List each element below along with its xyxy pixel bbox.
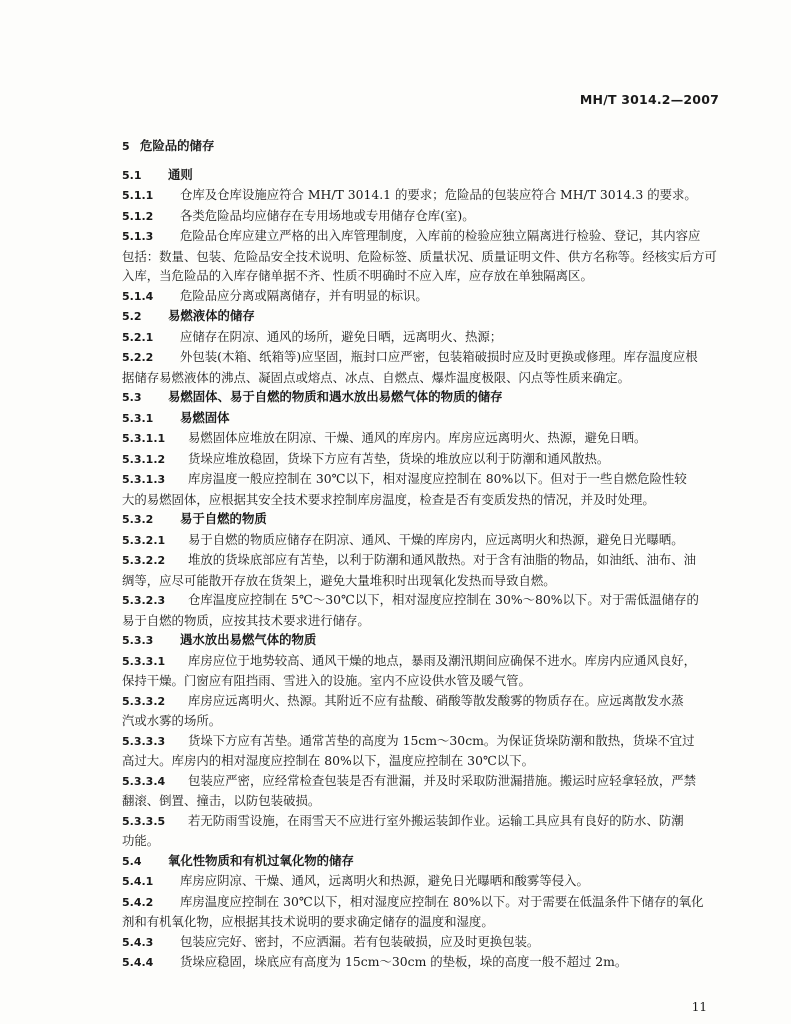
clause-continuation [122, 831, 722, 851]
clause-number: 5.3.1.2 [122, 452, 166, 466]
clause-line [122, 226, 722, 247]
clause-line [122, 347, 722, 368]
clause-text: 各类危险品均应储存在专用场地或专用储存仓库(室)。 [180, 207, 475, 223]
clause-text: 保持干燥。门窗应有阻挡雨、雪进入的设施。室内不应设供水管及暖气管。 [122, 673, 531, 688]
clause-text: 易于自燃的物质，应按其技术要求进行储存。 [122, 612, 370, 628]
clause-continuation [122, 671, 722, 691]
clause-number: 5.3.2.1 [122, 533, 166, 547]
clause-text: 库房温度一般应控制在 30℃以下，相对湿度应控制在 80%以下。但对于一些自燃危险性较 [188, 471, 687, 486]
clause-line [122, 651, 722, 672]
clause-text: 大的易燃固体，应根据其安全技术要求控制库房温度，检查是否有变质发热的情况，并及时处理。 [122, 491, 655, 507]
clause-text: 危险品仓库应建立严格的出入库管理制度，入库前的检验应独立隔离进行检验、登记，其内容应 [180, 228, 701, 243]
clause-line [122, 871, 722, 892]
clause-line [122, 952, 722, 973]
clause-text: 氧化性物质和有机过氧化物的储存 [168, 852, 354, 868]
clause-text: 翻滚、倒置、撞击，以防包装破损。 [122, 793, 321, 808]
clause-continuation [122, 247, 722, 267]
clause-text: 应储存在阴凉、通风的场所，避免日晒，远离明火、热源； [180, 328, 503, 344]
clause-text: 易于自燃的物质应储存在阴凉、通风、干燥的库房内，应远离明火和热源，避免日光曝晒。 [188, 531, 684, 547]
clause-text: 入库，当危险品的入库存储单据不齐、性质不明确时不应入库，应存放在单独隔离区。 [122, 268, 593, 283]
clause-number: 5.2.2 [122, 351, 154, 364]
clause-text: 货垛应堆放稳固，货垛下方应有苫垫，货垛的堆放应以利于防潮和通风散热。 [188, 450, 610, 466]
clause-number: 5.3.2.2 [122, 554, 166, 567]
clause-line [122, 771, 722, 792]
clause-number: 5.1.1 [122, 189, 154, 202]
clause-text: 包括：数量、包装、危险品安全技术说明、危险标签、质量状况、质量证明文件、供方名称等。经核实后方可 [122, 248, 717, 264]
clause-line [122, 408, 722, 429]
clause-line [122, 286, 722, 307]
clause-number: 5.3.2 [122, 513, 154, 526]
clause-line [122, 691, 722, 712]
clause-text: 剂和有机氧化物，应根据其技术说明的要求确定储存的温度和湿度。 [122, 914, 494, 929]
clause-number: 5.3.3.3 [122, 734, 166, 748]
clause-text: 库房温度应控制在 30℃以下，相对湿度应控制在 80%以下。对于需要在低温条件下储存的氧化 [180, 893, 704, 909]
clause-text: 库房应远离明火、热源。其附近不应有盐酸、硝酸等散发酸雾的物质存在。应远离散发水蒸 [188, 692, 684, 708]
clause-line [122, 851, 722, 872]
page-number: 11 [691, 1000, 707, 1014]
clause-text: 高过大。库房内的相对湿度应控制在 80%以下，温度应控制在 30℃以下。 [122, 753, 534, 768]
clause-text: 仓库温度应控制在 5℃～30℃以下，相对湿度应控制在 30%～80%以下。对于需低温储存的 [188, 592, 699, 607]
clause-text: 易燃固体应堆放在阴凉、干燥、通风的库房内。库房应远离明火、热源，避免日晒。 [188, 430, 647, 445]
clause-text: 危险品应分离或隔离储存，并有明显的标识。 [180, 287, 428, 303]
clause-text: 易于自燃的物质 [180, 511, 267, 526]
clause-number: 5.3.2.3 [122, 594, 166, 607]
clause-continuation [122, 490, 722, 510]
spacer [122, 157, 722, 165]
clause-text: 库房应位于地势较高、通风干燥的地点，暴雨及潮汛期间应确保不进水。库房内应通风良好， [188, 652, 697, 668]
clause-continuation [122, 368, 722, 388]
clause-text: 易燃固体、易于自燃的物质和遇水放出易燃气体的物质的储存 [168, 389, 503, 404]
clause-number: 5.3.3.5 [122, 814, 166, 828]
clause-number: 5 [122, 140, 130, 153]
clause-line [122, 550, 722, 571]
clause-number: 5.3.3.4 [122, 774, 166, 788]
clause-line [122, 469, 722, 490]
clause-text: 通则 [168, 166, 193, 182]
clause-text: 绸等，应尽可能散开存放在货架上，避免大量堆积时出现氧化发热而导致自燃。 [122, 572, 556, 588]
clause-text: 库房应阴凉、干燥、通风，远离明火和热源，避免日光曝晒和酸雾等侵入。 [180, 873, 589, 888]
clause-text: 若无防雨雪设施，在雨雪天不应进行室外搬运装卸作业。运输工具应具有良好的防水、防潮 [188, 812, 684, 828]
clause-continuation [122, 791, 722, 811]
clause-number: 5.4 [122, 854, 142, 868]
clause-text: 易燃液体的储存 [168, 308, 255, 323]
clause-line [122, 165, 722, 186]
clause-text: 易燃固体 [180, 409, 230, 425]
clause-continuation [122, 266, 722, 286]
clause-line [122, 932, 722, 953]
clause-continuation [122, 912, 722, 932]
clause-line [122, 630, 722, 651]
clause-continuation [122, 751, 722, 771]
clause-number: 5.3.3 [122, 634, 154, 647]
clause-line [122, 811, 722, 832]
clause-number: 5.3.1.1 [122, 432, 166, 445]
standard-code: MH/T 3014.2—2007 [579, 92, 719, 107]
clause-text: 货垛应稳固，垛底应有高度为 15cm～30cm 的垫板，垛的高度一般不超过 2m。 [180, 954, 628, 969]
clause-text: 堆放的货垛底部应有苫垫，以利于防潮和通风散热。对于含有油脂的物品，如油纸、油布、油 [188, 552, 697, 567]
clause-number: 5.3.1 [122, 411, 154, 425]
clause-line [122, 428, 722, 449]
clause-number: 5.3 [122, 391, 142, 404]
clause-number: 5.4.3 [122, 935, 154, 949]
clause-text: 包装应严密，应经常检查包装是否有泄漏，并及时采取防泄漏措施。搬运时应轻拿轻放，严禁 [188, 772, 697, 788]
clause-text: 据储存易燃液体的沸点、凝固点或熔点、冰点、自燃点、爆炸温度极限、闪点等性质来确定。 [122, 369, 631, 385]
clause-number: 5.2 [122, 310, 142, 323]
clause-text: 危险品的储存 [140, 138, 215, 153]
clause-text: 遇水放出易燃气体的物质 [180, 632, 317, 647]
clause-number: 5.4.2 [122, 895, 154, 909]
clause-number: 5.1.4 [122, 289, 154, 303]
clause-number: 5.3.3.1 [122, 654, 166, 668]
clause-line [122, 530, 722, 551]
clause-number: 5.4.1 [122, 875, 154, 888]
clause-text: 包装应完好、密封，不应洒漏。若有包装破损，应及时更换包装。 [180, 933, 540, 949]
clause-text: 仓库及仓库设施应符合 MH/T 3014.1 的要求；危险品的包装应符合 MH/T 3014.3 的要求。 [180, 187, 697, 202]
clause-text: 功能。 [122, 833, 160, 848]
clause-line [122, 590, 722, 611]
clause-number: 5.2.1 [122, 330, 154, 344]
clause-number: 5.3.1.3 [122, 473, 166, 486]
clause-line [122, 185, 722, 206]
document-body [122, 136, 722, 973]
clause-line [122, 136, 722, 157]
clause-number: 5.3.3.2 [122, 694, 166, 708]
clause-line [122, 206, 722, 227]
clause-number: 5.1.3 [122, 230, 154, 243]
clause-number: 5.4.4 [122, 956, 154, 969]
clause-line [122, 387, 722, 408]
clause-continuation [122, 571, 722, 591]
clause-text: 外包装(木箱、纸箱等)应坚固，瓶封口应严密，包装箱破损时应及时更换或修理。库存温度应根 [180, 349, 698, 364]
clause-text: 货垛下方应有苫垫。通常苫垫的高度为 15cm～30cm。为保证货垛防潮和散热，货垛不宜过 [188, 732, 695, 748]
clause-line [122, 306, 722, 327]
clause-line [122, 327, 722, 348]
clause-line [122, 892, 722, 913]
clause-text: 汽或水雾的场所。 [122, 713, 222, 728]
clause-number: 5.1.2 [122, 209, 154, 223]
clause-line [122, 449, 722, 470]
clause-line [122, 509, 722, 530]
clause-line [122, 731, 722, 752]
clause-continuation [122, 711, 722, 731]
clause-number: 5.1 [122, 168, 142, 182]
clause-continuation [122, 611, 722, 631]
